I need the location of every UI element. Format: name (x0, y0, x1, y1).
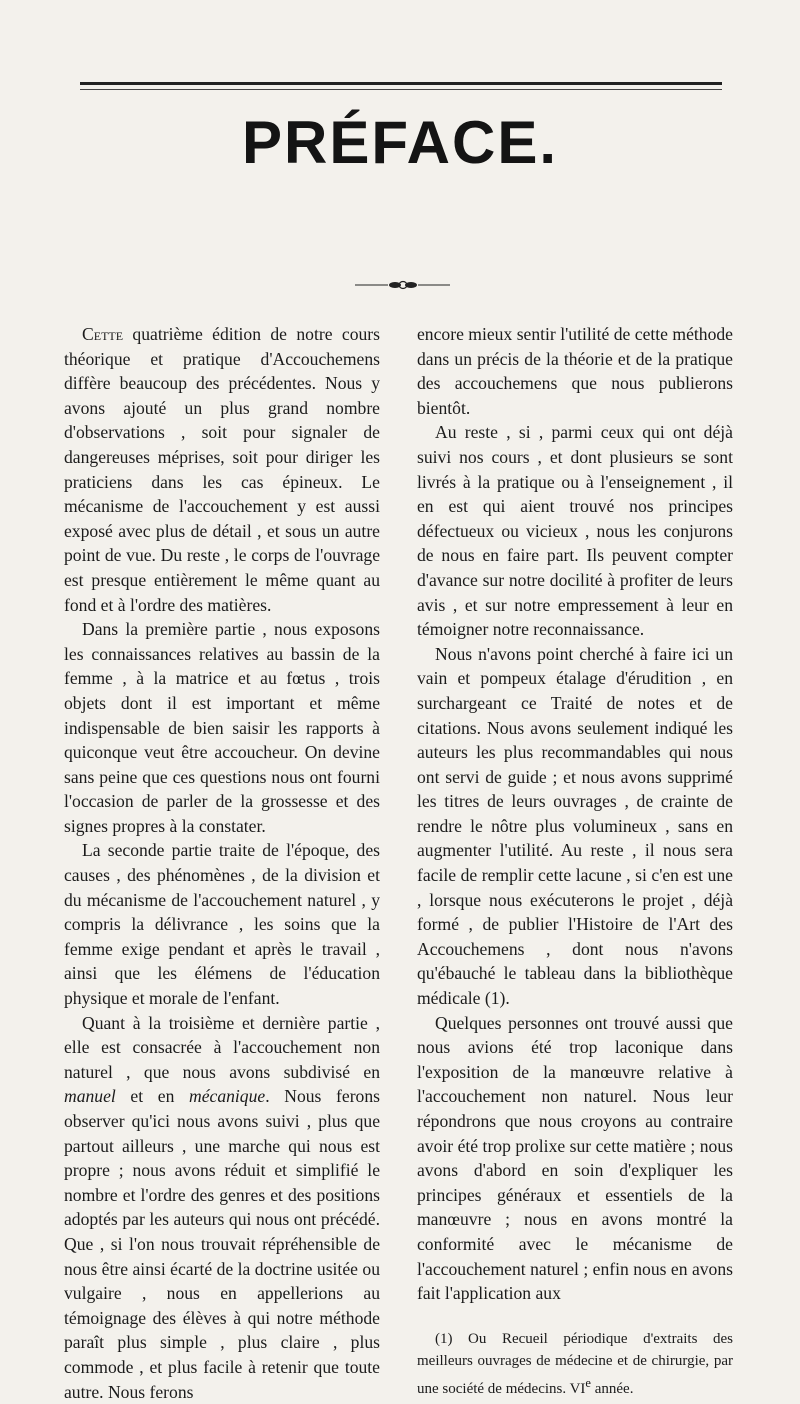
page-title: PRÉFACE. (241, 109, 559, 176)
paragraph-4-text-a: Quant à la troisième et dernière partie , elle est consacrée à l'accouchement non naturel , que nous avons subdivisé en (64, 1012, 380, 1082)
footnote-sup: e (585, 1375, 591, 1390)
top-double-rule (80, 82, 722, 85)
footnote-after: année. (590, 1380, 634, 1397)
paragraph-1-text: quatrième édition de notre cours théorique et pratique d'Accouchemens diffère beaucoup des précédentes. Nous y avons ajouté un plus grand nombre d'observations , soit pour signaler de dangereuses méprises, soit pour diriger les praticiens dans les cas épineux. Le mécanisme de l'accouchement y est aussi exposé avec plus de détail , et sous un autre point de vue. Du reste , le corps de l'ouvrage est presque entièrement le même quant au fond et à l'ordre des matières. (64, 324, 380, 615)
lead-word: Cette (82, 324, 124, 344)
paragraph-5: encore mieux sentir l'utilité de cette méthode dans un précis de la théorie et de la pratique des accouchemens que nous publierons bientôt. (417, 324, 733, 418)
footnote-text: (1) Ou Recueil périodique d'extraits des meilleurs ouvrages de médecine et de chirurgie, par une société de médecins. VI (417, 1330, 733, 1397)
paragraph-4 (64, 1011, 380, 1404)
paragraph-8: Quelques personnes ont trouvé aussi que nous avions été trop laconique dans l'exposition de la manœuvre relative à l'accouchement non naturel. Nous leur répondrons que nous croyons au contraire avoir été trop prolixe sur cette matière ; nous avons d'abord en soin d'expliquer les principes généraux et essentiels de la manœuvre ; nous en avons montré la conformité avec le mécanisme de l'accouchement naturel ; enfin nous en avons fait l'application aux (417, 1012, 733, 1304)
paragraph-4-text-b: et en (115, 1086, 189, 1107)
term-mecanique: mécanique (189, 1086, 266, 1107)
paragraph-4-text-c: . Nous ferons observer qu'ici nous avons suivi , plus que partout ailleurs , une marche qui nous est propre ; nous avons réduit et simplifié le nombre et l'ordre des genres et des positions adoptés par les auteurs qui nous ont précédé. Que , si l'on nous trouvait répréhensible de nous être ainsi écarté de la doctrine usitée ou vulgaire , nous en appellerions au témoignage des élèves à qui notre méthode paraît plus simple , plus claire , plus commode , et plus facile à retenir que toute autre. Nous ferons (64, 1086, 380, 1402)
footnote (417, 1328, 733, 1400)
paragraph-1 (64, 322, 380, 617)
term-manuel: manuel (64, 1086, 116, 1107)
paragraph-2: Dans la première partie , nous exposons les connaissances relatives au bassin de la femme , à la matrice et au fœtus , trois objets dont il est important et même indispensable de bien saisir les rapports à quiconque veut être accoucheur. On devine sans peine que ces questions nous ont fourni l'occasion de parler de la grossesse et des signes propres à la constater. (64, 619, 380, 836)
paragraph-7: Nous n'avons point cherché à faire ici un vain et pompeux étalage d'érudition , en surchargeant ce Traité de notes et de citations. Nous avons seulement indiqué les auteurs les plus recommandables qui nous ont servi de guide ; et nous avons supprimé les titres de leurs ouvrages , de crainte de rendre le nôtre plus volumineux , sans en augmenter l'utilité. Au reste , il nous sera facile de remplir cette lacune , si c'en est une , lorsque nous exécuterons le projet , déjà formé , de publier l'Histoire de l'Art des Accouchemens , dont nous n'avons qu'ébauché le tableau dans la bibliothèque médicale (1). (417, 643, 733, 1009)
right-column (417, 322, 733, 1400)
paragraph-6: Au reste , si , parmi ceux qui ont déjà suivi nos cours , et dont plusieurs se sont livrés à la pratique ou à l'enseignement , il en est qui aient trouvé nos principes défectueux ou vicieux , nous les conjurons de nous en faire part. Ils peuvent compter d'avance sur notre docilité à profiter de leurs avis , et sur notre empressement à leur en témoigner notre reconnaissance. (417, 422, 733, 640)
paragraph-3: La seconde partie traite de l'époque, des causes , des phénomènes , de la division et du mécanisme de l'accouchement naturel , y compris la délivrance , les soins que la femme exige pendant et après le travail , ainsi que les élémens de l'éducation physique et morale de l'enfant. (64, 840, 380, 1009)
top-thin-rule (80, 89, 722, 90)
ornament-divider-icon (355, 280, 450, 290)
left-column (64, 322, 380, 1404)
